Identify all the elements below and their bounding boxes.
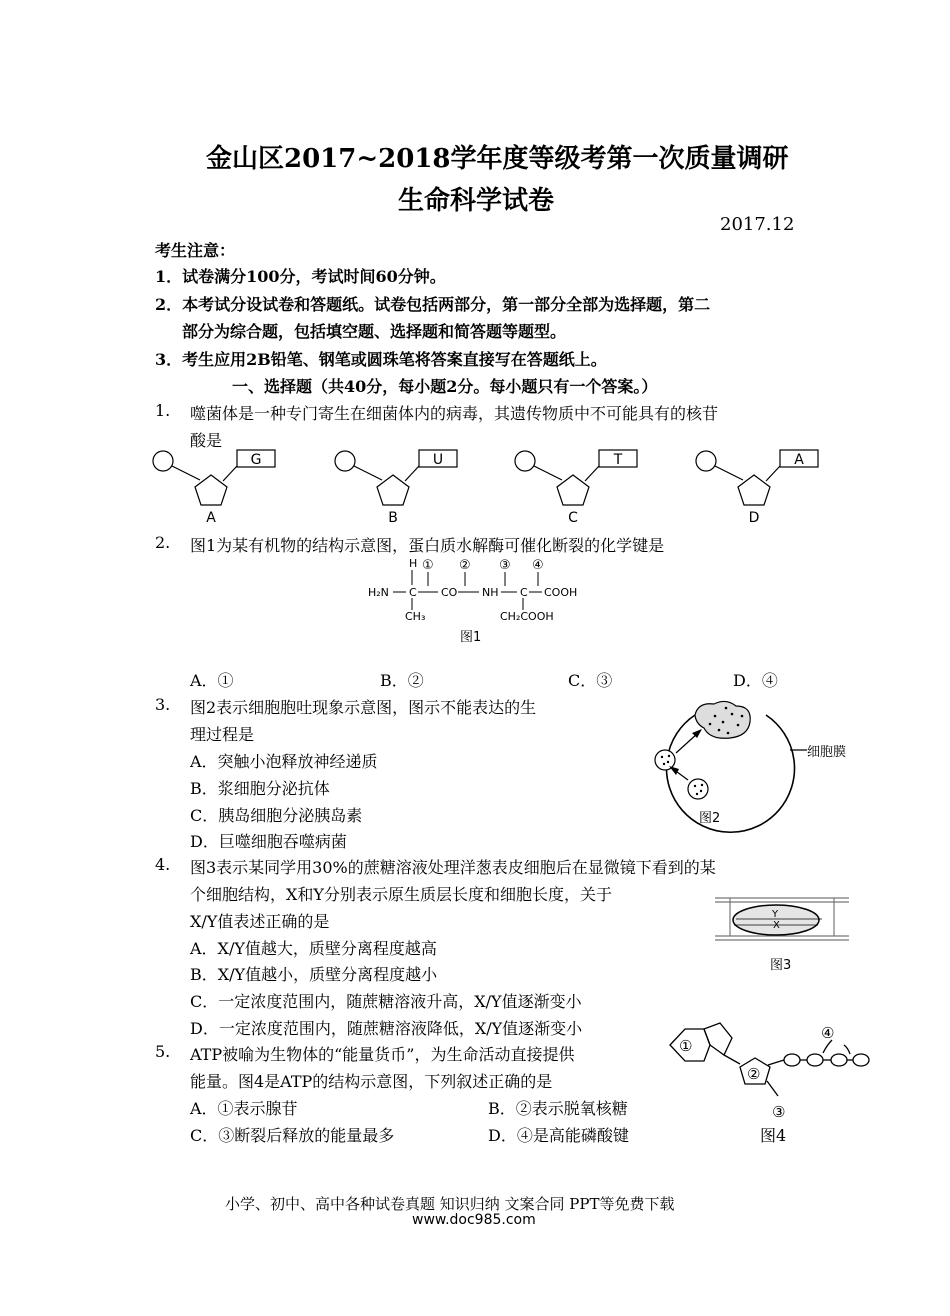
question-text: 个细胞结构，X和Y分别表示原生质层长度和细胞长度，关于 [190, 885, 612, 904]
option-c: C．③断裂后释放的能量最多 [190, 1126, 395, 1145]
mark-1: ① [422, 558, 434, 573]
figure-3-cell [712, 890, 852, 974]
base-label: G [250, 452, 262, 468]
page-title: 金山区2017~2018学年度等级考第一次质量调研 [206, 144, 789, 174]
option-d: D．巨噬细胞吞噬病菌 [190, 832, 347, 851]
question-text: ATP被喻为生物体的“能量货币”，为生命活动直接提供 [190, 1045, 575, 1064]
option-b: B．X/Y值越小，质壁分离程度越小 [190, 965, 438, 984]
question-text: 图3表示某同学用30%的蔗糖溶液处理洋葱表皮细胞后在显微镜下看到的某 [190, 858, 716, 877]
x-label: X [773, 920, 780, 931]
nucleotide-a [153, 450, 275, 526]
nucleotide-figures [140, 442, 840, 532]
mark-3: ③ [772, 1103, 786, 1121]
option-c: C．一定浓度范围内，随蔗糖溶液升高，X/Y值逐渐变小 [190, 992, 582, 1011]
cooh-group: COOH [544, 586, 578, 599]
option-a: A．①表示腺苷 [190, 1099, 298, 1118]
footer-line: 小学、初中、高中各种试卷真题 知识归纳 文案合同 PPT等免费下载 [225, 1195, 675, 1213]
base-label: A [794, 452, 804, 468]
co-group: CO [441, 586, 458, 599]
question-text: 理过程是 [190, 725, 255, 744]
figure-4-caption: 图4 [760, 1126, 787, 1145]
page-subtitle: 生命科学试卷 [398, 186, 555, 216]
option-label: A [206, 510, 216, 526]
option-a: A．① [190, 671, 234, 690]
exam-date: 2017.12 [720, 214, 795, 235]
option-d: D．④是高能磷酸键 [488, 1126, 629, 1145]
option-a: A．突触小泡释放神经递质 [190, 752, 378, 771]
option-label: B [388, 510, 398, 526]
nucleotide-c [515, 450, 637, 526]
question-text: 图1为某有机物的结构示意图，蛋白质水解酶可催化断裂的化学键是 [190, 536, 665, 555]
question-text: 噬菌体是一种专门寄生在细菌体内的病毒，其遗传物质中不可能具有的核苷 [190, 404, 719, 423]
mark-3: ③ [499, 558, 511, 573]
option-b: B．浆细胞分泌抗体 [190, 779, 330, 798]
notice-item: 部分为综合题，包括填空题、选择题和简答题等题型。 [182, 322, 567, 341]
option-a: A．X/Y值越大，质壁分离程度越高 [190, 939, 437, 958]
mark-1: ① [679, 1037, 693, 1055]
option-d: D．④ [733, 671, 778, 690]
notice-heading: 考生注意： [155, 241, 236, 260]
footer-url[interactable]: www.doc985.com [412, 1212, 536, 1228]
section-heading: 一、选择题（共40分，每小题2分。每小题只有一个答案。） [232, 377, 658, 396]
notice-item: 2．本考试分设试卷和答题纸。试卷包括两部分，第一部分全部为选择题，第二 [155, 295, 711, 314]
figure-caption: 图2 [699, 811, 721, 826]
alpha-carbon-2: C [520, 586, 528, 599]
question-text: 图2表示细胞胞吐现象示意图，图示不能表达的生 [190, 698, 537, 717]
ch2cooh-group: CH₂COOH [500, 610, 554, 623]
option-b: B．②表示脱氧核糖 [488, 1099, 628, 1118]
question-number: 2. [155, 533, 171, 552]
notice-item: 3．考生应用2B铅笔、钢笔或圆珠笔将答案直接写在答题纸上。 [155, 350, 607, 369]
y-label: Y [772, 909, 779, 920]
figure-1-peptide [365, 555, 595, 647]
option-label: D [748, 510, 760, 526]
base-label: U [432, 452, 444, 468]
figure-2-exocytosis [620, 698, 847, 830]
option-c: C．胰岛细胞分泌胰岛素 [190, 806, 363, 825]
question-number: 5. [155, 1042, 171, 1061]
membrane-label: 细胞膜 [807, 745, 847, 760]
option-d: D．一定浓度范围内，随蔗糖溶液降低，X/Y值逐渐变小 [190, 1019, 583, 1038]
h-atom: H [409, 557, 418, 570]
ch3-group: CH₃ [405, 610, 426, 623]
question-number: 4. [155, 855, 171, 874]
figure-caption: 图1 [460, 630, 482, 645]
figure-caption: 图3 [770, 958, 792, 973]
mark-2: ② [747, 1065, 761, 1083]
question-number: 1. [155, 401, 171, 420]
h2n-group: H₂N [368, 586, 389, 599]
notice-item: 1．试卷满分100分，考试时间60分钟。 [155, 267, 446, 286]
question-number: 3. [155, 695, 171, 714]
mark-4: ④ [821, 1024, 835, 1042]
option-c: C．③ [568, 671, 613, 690]
figure-4-atp [660, 1018, 875, 1130]
nucleotide-d [696, 450, 818, 526]
mark-4: ④ [532, 558, 544, 573]
option-label: C [568, 510, 578, 526]
mark-2: ② [459, 558, 471, 573]
nucleotide-b [335, 450, 457, 526]
base-label: T [613, 452, 623, 468]
question-text: X/Y值表述正确的是 [190, 912, 330, 931]
nh-group: NH [482, 586, 499, 599]
option-b: B．② [380, 671, 424, 690]
question-text: 酸是 [190, 431, 223, 450]
question-text: 能量。图4是ATP的结构示意图，下列叙述正确的是 [190, 1072, 553, 1091]
alpha-carbon: C [409, 586, 417, 599]
